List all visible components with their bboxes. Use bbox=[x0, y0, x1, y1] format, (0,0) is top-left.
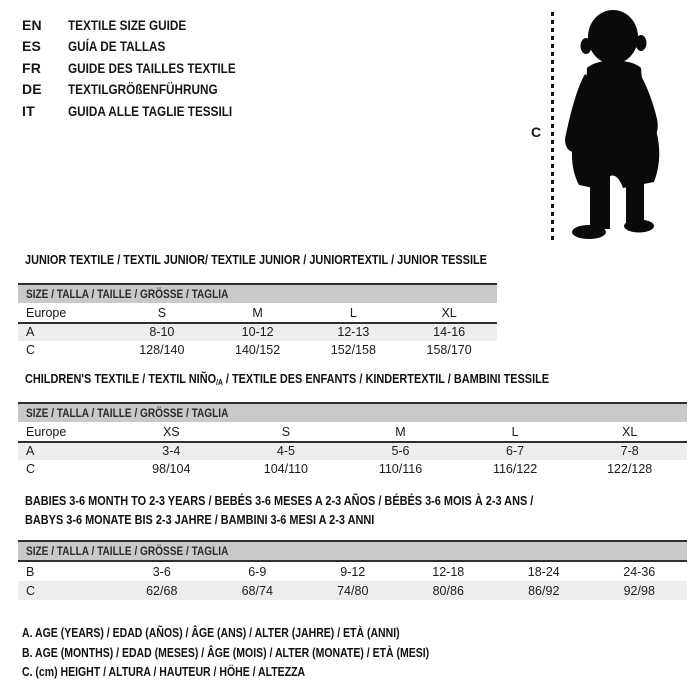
row-label: Europe bbox=[26, 305, 67, 320]
children-table-title-text: CHILDREN'S TEXTILE / TEXTIL $NIÑO_{/A}$ / TEXTILE DES ENFANTS / KINDERTEXTIL / BAMBINI TESSILE bbox=[25, 371, 550, 387]
lang-code: ES bbox=[22, 38, 42, 55]
table-cell: L bbox=[349, 305, 357, 320]
table-cell: 5-6 bbox=[391, 444, 410, 459]
table-cell: 62/68 bbox=[146, 583, 178, 598]
row-label: C bbox=[26, 343, 36, 357]
table-cell: 18-24 bbox=[527, 564, 560, 579]
row-label: B bbox=[26, 564, 35, 579]
height-measure-dashed-line bbox=[551, 12, 554, 243]
lang-code: DE bbox=[22, 81, 42, 98]
table-cell: 7-8 bbox=[620, 444, 639, 459]
table-cell: 74/80 bbox=[337, 583, 369, 598]
lang-title: GUIDA ALLE TAGLIE TESSILI bbox=[68, 102, 233, 119]
note-a: A. AGE (YEARS) / EDAD (AÑOS) / ÂGE (ANS) / ALTER (JAHRE) / ETÀ (ANNI) bbox=[22, 626, 400, 640]
table-row-height bbox=[18, 581, 687, 600]
junior-table-title-text: JUNIOR TEXTILE / TEXTIL JUNIOR/ TEXTILE JUNIOR / JUNIORTEXTIL / JUNIOR TESSILE bbox=[25, 252, 487, 267]
table-cell: S bbox=[281, 424, 291, 439]
table-cell: 12-13 bbox=[337, 325, 370, 340]
size-header-bar bbox=[18, 540, 687, 562]
table-cell: 80/86 bbox=[432, 583, 464, 598]
babies-size-table bbox=[18, 540, 687, 600]
table-cell: 104/110 bbox=[263, 462, 309, 476]
size-header-label: SIZE / TALLA / TAILLE / GRÖSSE / TAGLIA bbox=[26, 544, 229, 558]
size-header-label: SIZE / TALLA / TAILLE / GRÖSSE / TAGLIA bbox=[26, 287, 229, 301]
table-cell: M bbox=[252, 305, 263, 320]
table-row-age bbox=[18, 443, 687, 460]
table-cell: S bbox=[157, 305, 167, 320]
table-cell: 110/116 bbox=[378, 462, 423, 476]
table-cell: 3-4 bbox=[162, 444, 181, 459]
toddler-silhouette-icon bbox=[557, 6, 682, 241]
lang-title: TEXTILGRÖßENFÜHRUNG bbox=[68, 81, 218, 98]
table-cell: 152/158 bbox=[330, 343, 376, 357]
subscript: /A bbox=[216, 378, 223, 387]
lang-title: GUIDE DES TAILLES TEXTILE bbox=[68, 59, 236, 76]
junior-size-table bbox=[18, 283, 497, 360]
language-title-list bbox=[22, 14, 268, 122]
table-row-height bbox=[18, 460, 687, 479]
table-cell: 86/92 bbox=[528, 583, 560, 598]
size-header-bar bbox=[18, 283, 497, 303]
lang-code: IT bbox=[22, 102, 35, 119]
size-header-bar bbox=[18, 402, 687, 422]
table-cell: XL bbox=[622, 424, 638, 439]
table-row-height bbox=[18, 341, 497, 360]
babies-table-title-line1: BABIES 3-6 MONTH TO 2-3 YEARS / BEBÉS 3-6 MESES A 2-3 AÑOS / BÉBÉS 3-6 MOIS À 2-3 ANS / bbox=[25, 493, 534, 508]
size-header-label: SIZE / TALLA / TAILLE / GRÖSSE / TAGLIA bbox=[26, 406, 229, 420]
junior-table-title bbox=[25, 250, 575, 269]
row-label: A bbox=[26, 444, 35, 459]
table-cell: 128/140 bbox=[139, 343, 185, 357]
table-row-europe bbox=[18, 422, 687, 443]
lang-title: TEXTILE SIZE GUIDE bbox=[68, 16, 187, 33]
note-b: B. AGE (MONTHS) / EDAD (MESES) / ÂGE (MOIS) / ALTER (MONATE) / ETÀ (MESI) bbox=[22, 645, 430, 660]
table-cell: M bbox=[395, 424, 406, 439]
lang-row-en bbox=[22, 14, 268, 36]
lang-title: GUÍA DE TALLAS bbox=[68, 38, 166, 55]
table-cell: 158/170 bbox=[426, 343, 472, 357]
note-c: C. (cm) HEIGHT / ALTURA / HAUTEUR / HÖHE / ALTEZZA bbox=[22, 665, 306, 679]
table-cell: 140/152 bbox=[235, 343, 281, 357]
table-cell: 14-16 bbox=[433, 325, 466, 340]
legend-notes bbox=[22, 626, 507, 685]
table-cell: 9-12 bbox=[340, 564, 366, 579]
table-cell: 4-5 bbox=[276, 444, 295, 459]
table-cell: 24-36 bbox=[623, 564, 656, 579]
table-cell: 122/128 bbox=[607, 462, 653, 476]
table-cell: 6-7 bbox=[506, 444, 525, 459]
table-cell: 10-12 bbox=[241, 325, 274, 340]
table-cell: 68/74 bbox=[241, 583, 273, 598]
lang-row-it bbox=[22, 100, 268, 122]
lang-code: EN bbox=[22, 16, 42, 33]
row-label: C bbox=[26, 462, 36, 476]
table-cell: 98/104 bbox=[152, 462, 191, 476]
table-row-age-months bbox=[18, 562, 687, 581]
table-cell: 12-18 bbox=[432, 564, 465, 579]
table-cell: L bbox=[511, 424, 519, 439]
babies-table-title-line2: BABYS 3-6 MONATE BIS 2-3 JAHRE / BAMBINI 3-6 MESI A 2-3 ANNI bbox=[25, 512, 375, 527]
row-label: A bbox=[26, 325, 35, 340]
table-row-age bbox=[18, 324, 497, 341]
row-label: C bbox=[26, 583, 36, 598]
table-row-europe bbox=[18, 303, 497, 324]
table-cell: XS bbox=[162, 424, 180, 439]
table-cell: 6-9 bbox=[248, 564, 267, 579]
lang-code: FR bbox=[22, 59, 42, 76]
lang-row-fr bbox=[22, 57, 268, 79]
row-label: Europe bbox=[26, 424, 67, 439]
children-size-table bbox=[18, 402, 687, 479]
table-cell: XL bbox=[441, 305, 457, 320]
babies-table-title bbox=[25, 491, 630, 529]
table-cell: 92/98 bbox=[623, 583, 655, 598]
children-table-title bbox=[25, 369, 649, 392]
table-cell: 8-10 bbox=[149, 325, 175, 340]
table-cell: 3-6 bbox=[152, 564, 171, 579]
lang-row-de bbox=[22, 79, 268, 101]
lang-row-es bbox=[22, 36, 268, 58]
height-measure-label: C bbox=[531, 124, 542, 140]
table-cell: 116/122 bbox=[492, 462, 538, 476]
